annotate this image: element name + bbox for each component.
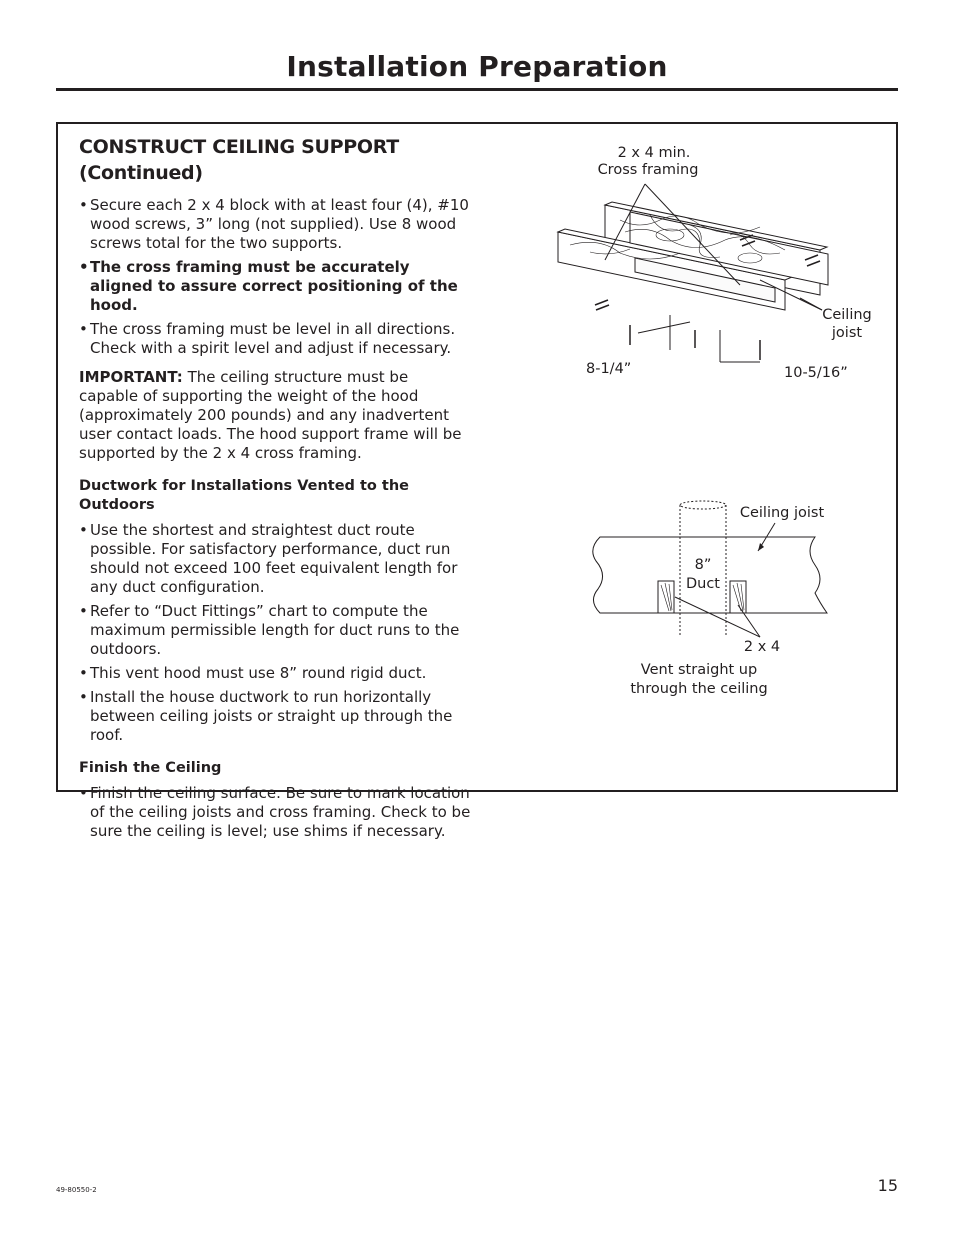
dimension-lines xyxy=(638,315,760,362)
duct-label: Duct xyxy=(685,576,721,592)
label-cross-framing-line1: 2 x 4 min. xyxy=(617,145,691,161)
dimension-left: 8-1/4” xyxy=(586,361,632,377)
page-number: 15 xyxy=(877,1176,898,1195)
bullet: • xyxy=(79,196,88,214)
vent-through-ceiling-diagram xyxy=(570,495,840,705)
cross-framing-diagram xyxy=(550,140,890,390)
bullet-text: Refer to “Duct Fittings” chart to compute the maximum permissible length for duct runs to the outdoors. xyxy=(90,602,460,658)
text-column xyxy=(79,134,471,846)
bullet: • xyxy=(79,602,88,620)
bullet-text: Finish the ceiling surface. Be sure to mark location of the ceiling joists and cross framing. Check to be sure the ceiling is level; use shims if necessary. xyxy=(90,784,471,840)
duct-size-label: 8” xyxy=(694,557,712,573)
bullet: • xyxy=(79,258,89,276)
page-title: Installation Preparation xyxy=(286,50,668,83)
ceiling-slab xyxy=(593,537,827,613)
bullet-text: Use the shortest and straightest duct route possible. For satisfactory performance, duct run should not exceed 100 feet equivalent length for any duct configuration. xyxy=(90,521,458,596)
important-label: IMPORTANT: xyxy=(79,368,183,386)
bullet: • xyxy=(79,320,88,338)
list-item xyxy=(79,688,471,745)
bullet-text: The cross framing must be level in all directions. Check with a spirit level and adjust if necessary. xyxy=(90,320,456,357)
list-item xyxy=(79,784,471,841)
label-ceiling-joist-line2: joist xyxy=(831,325,863,341)
bullet: • xyxy=(79,521,88,539)
list-item xyxy=(79,664,471,683)
figure-caption-line2: through the ceiling xyxy=(630,681,768,697)
finish-heading: Finish the Ceiling xyxy=(79,760,222,776)
list-item xyxy=(79,521,471,597)
label-2x4: 2 x 4 xyxy=(743,639,781,655)
important-note xyxy=(79,368,471,463)
ductwork-heading: Ductwork for Installations Vented to the Outdoors xyxy=(79,478,410,513)
list-item xyxy=(79,602,471,659)
dimension-right: 10-5/16” xyxy=(784,365,848,381)
bullet-text: Secure each 2 x 4 block with at least four (4), #10 wood screws, 3” long (not supplied). Use 8 wood screws total for the two supports. xyxy=(90,196,469,252)
list-item xyxy=(79,258,471,315)
bullet-text: The cross framing must be accurately aligned to assure correct positioning of the hood. xyxy=(90,258,458,314)
bullet: • xyxy=(79,784,88,802)
figure-caption-line1: Vent straight up xyxy=(640,662,758,678)
bullet-text: Install the house ductwork to run horizontally between ceiling joists or straight up through the roof. xyxy=(90,688,453,744)
label-cross-framing-line2: Cross framing xyxy=(597,162,699,178)
list-item xyxy=(79,320,471,358)
bullet: • xyxy=(79,664,88,682)
section-title: CONSTRUCT CEILING SUPPORT (Continued) xyxy=(79,136,399,184)
bullet-text: This vent hood must use 8” round rigid duct. xyxy=(90,664,427,682)
title-rule xyxy=(56,88,898,91)
list-item xyxy=(79,196,471,253)
bullet: • xyxy=(79,688,88,706)
document-code: 49-80550-2 xyxy=(56,1186,97,1194)
important-text: The ceiling structure must be capable of supporting the weight of the hood (approximately 200 pounds) and any inadvertent user contact loads. The hood support frame will be supported by the 2 x 4 cross framing. xyxy=(79,368,462,462)
label-ceiling-joist: Ceiling joist xyxy=(739,505,825,521)
label-ceiling-joist-line1: Ceiling xyxy=(822,307,872,323)
